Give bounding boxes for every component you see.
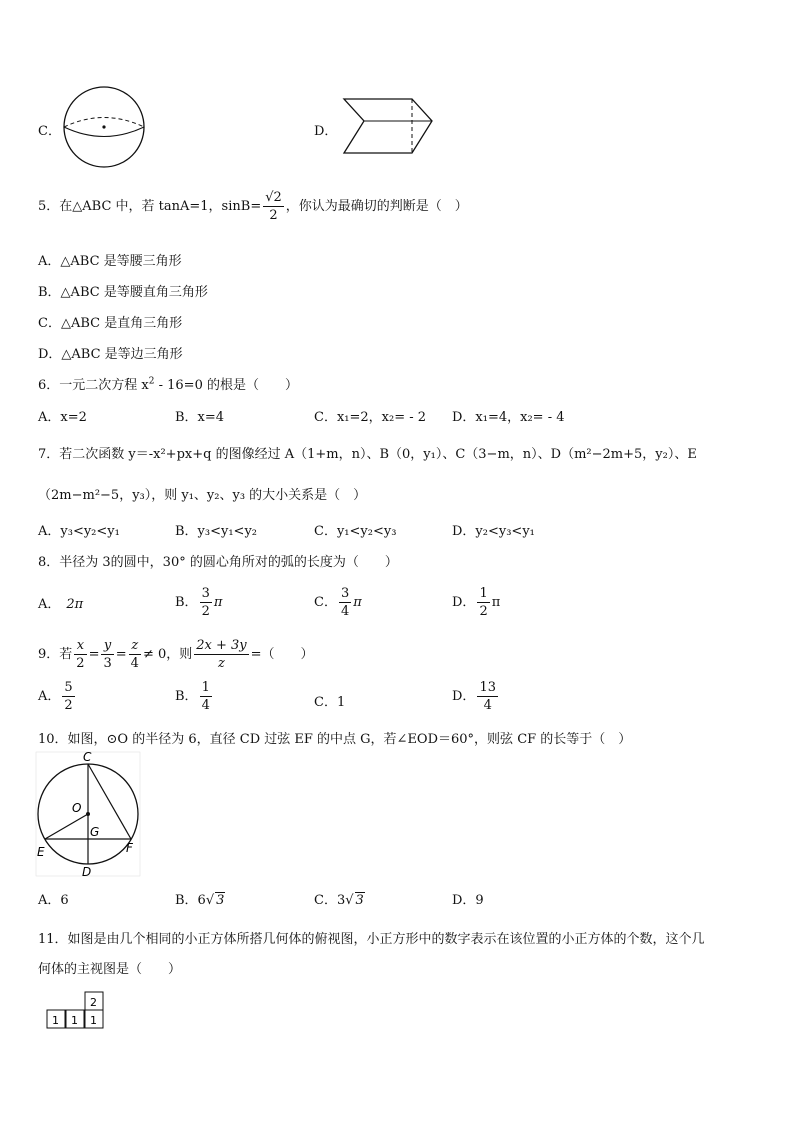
q8-b-fraction <box>200 586 212 619</box>
q6-exponent: 2 <box>148 376 155 387</box>
label-c: C <box>83 750 92 764</box>
sphere-figure <box>60 86 150 170</box>
q9-option-a <box>38 680 77 713</box>
q9-prefix: 9．若 <box>38 647 73 662</box>
q8-c-fraction <box>339 586 351 619</box>
label-d: D <box>82 865 92 878</box>
q8-option-b <box>175 586 222 619</box>
top-view-grid <box>44 990 108 1032</box>
q9-fraction-z <box>129 638 141 671</box>
grid-bottom-value-3: 1 <box>90 1014 97 1027</box>
q10-option-b <box>175 889 225 908</box>
q9-suffix: =（ ） <box>250 647 314 662</box>
q9-f3-num: z <box>129 638 141 655</box>
q8-c-den: 4 <box>340 604 350 619</box>
q9-b-num: 1 <box>201 680 210 695</box>
question-5-stem <box>38 190 468 223</box>
question-7-line-2: （2m−m²−5，y₃），则 y₁、y₂、y₃ 的大小关系是（ ） <box>38 488 367 503</box>
q5-option-d: D．△ABC 是等边三角形 <box>38 347 183 362</box>
q10-option-a: A．6 <box>38 893 69 908</box>
grid-bottom-value-2: 1 <box>71 1014 78 1027</box>
question-11-line-1: 11．如图是由几个相同的小正方体所搭几何体的俯视图，小正方形中的数字表示在该位置的小正方体的个数，这个几 <box>38 932 705 947</box>
question-11-line-2: 何体的主视图是（ ） <box>38 962 182 977</box>
q9-f2-den: 3 <box>103 656 112 671</box>
q5-prefix: 5．在△ABC 中，若 tanA=1，sinB= <box>38 199 262 214</box>
q8-c-num: 3 <box>340 586 350 601</box>
q7-option-a: A．y₃<y₂<y₁ <box>38 524 120 539</box>
q5-frac-num: √2 <box>265 190 282 205</box>
q8-c-label: C． <box>314 595 337 610</box>
q9-eq-1: = <box>88 647 100 662</box>
question-8-stem: 8．半径为 3的圆中，30° 的圆心角所对的弧的长度为（ ） <box>38 555 398 570</box>
q9-d-fraction <box>477 680 498 713</box>
q8-b-pi: π <box>213 595 223 610</box>
q6-option-c: C．x₁=2，x₂= - 2 <box>314 410 427 425</box>
q5-frac-den: 2 <box>269 208 278 223</box>
q9-d-num: 13 <box>479 680 496 695</box>
q8-d-den: 2 <box>479 604 488 619</box>
q9-fraction-y <box>101 638 113 671</box>
q8-d-pi: π <box>491 595 501 610</box>
q10-b-radicand: 3 <box>216 893 225 908</box>
q8-b-num: 3 <box>201 586 210 601</box>
q9-f1-num: x <box>74 638 86 655</box>
grid-top-value: 2 <box>90 996 97 1009</box>
q9-option-c: C．1 <box>314 695 346 710</box>
q9-option-d <box>452 680 500 713</box>
question-6-stem <box>38 374 298 393</box>
q9-a-fraction <box>62 680 74 713</box>
q9-d-den: 4 <box>483 698 492 713</box>
q5-suffix: ，你认为最确切的判断是（ ） <box>285 199 468 214</box>
q4-option-c-label: C． <box>38 124 61 139</box>
q9-f2-num: y <box>101 638 113 655</box>
q8-option-c <box>314 586 362 619</box>
q9-option-b <box>175 680 214 713</box>
q8-b-den: 2 <box>201 604 210 619</box>
circle-geometry-figure <box>34 748 142 878</box>
q10-c-radicand: 3 <box>355 893 364 908</box>
q8-d-label: D． <box>452 595 476 610</box>
q5-option-b: B．△ABC 是等腰直角三角形 <box>38 285 208 300</box>
q9-f4-num: 2x + 3y <box>196 638 247 653</box>
q6-option-d: D．x₁=4，x₂= - 4 <box>452 410 565 425</box>
q8-a-value: 2π <box>66 597 84 612</box>
q9-b-label: B． <box>175 689 198 704</box>
q10-b-label: B．6 <box>175 893 206 908</box>
q9-f1-den: 2 <box>76 656 85 671</box>
q10-option-d: D．9 <box>452 893 484 908</box>
q10-c-root: √ <box>345 893 354 908</box>
q9-neq: ≠ 0，则 <box>142 647 193 662</box>
q9-a-den: 2 <box>64 698 73 713</box>
q7-option-c: C．y₁<y₂<y₃ <box>314 524 397 539</box>
prism-figure <box>340 96 436 158</box>
q9-a-label: A． <box>38 689 61 704</box>
question-7-line-1: 7．若二次函数 y＝-x²+px+q 的图像经过 A（1+m，n）、B（0，y₁）、C（3−m，n）、D（m²−2m+5，y₂）、E <box>38 447 697 462</box>
q6-stem-b: - 16=0 的根是（ ） <box>154 378 298 393</box>
q9-b-fraction <box>200 680 212 713</box>
q8-option-d <box>452 586 500 619</box>
q9-a-num: 5 <box>64 680 73 695</box>
q8-c-pi: π <box>353 595 362 610</box>
q6-option-a: A．x=2 <box>38 410 87 425</box>
q8-b-label: B． <box>175 595 198 610</box>
q7-option-b: B．y₃<y₁<y₂ <box>175 524 258 539</box>
q7-option-d: D．y₂<y₃<y₁ <box>452 524 535 539</box>
q5-option-a: A．△ABC 是等腰三角形 <box>38 254 182 269</box>
q4-option-d-label: D． <box>314 124 338 139</box>
q9-b-den: 4 <box>201 698 210 713</box>
q9-f3-den: 4 <box>130 656 139 671</box>
q9-eq-2: = <box>115 647 127 662</box>
q10-b-root: √ <box>205 893 215 908</box>
label-f: F <box>126 841 133 855</box>
q8-d-num: 1 <box>479 586 488 601</box>
label-g: G <box>90 825 100 839</box>
q5-fraction <box>263 190 284 223</box>
q9-fraction-expr <box>194 638 248 671</box>
q8-a-label: A． <box>38 597 61 612</box>
q10-c-label: C．3 <box>314 893 346 908</box>
q8-option-a <box>38 586 83 624</box>
q9-d-label: D． <box>452 689 476 704</box>
q5-option-c: C．△ABC 是直角三角形 <box>38 316 183 331</box>
q9-f4-den: z <box>217 656 225 671</box>
grid-bottom-value-1: 1 <box>52 1014 59 1027</box>
q10-option-c <box>314 889 365 908</box>
q6-option-b: B．x=4 <box>175 410 225 425</box>
label-e: E <box>37 845 45 859</box>
label-o: O <box>72 801 82 815</box>
question-10-stem: 10．如图，⊙O 的半径为 6，直径 CD 过弦 EF 的中点 G，若∠EOD＝60°，则弦 CF 的长等于（ ） <box>38 732 632 747</box>
q6-stem-a: 6．一元二次方程 x <box>38 378 149 393</box>
question-9-stem <box>38 638 314 671</box>
q9-fraction-x <box>74 638 86 671</box>
q8-d-fraction <box>477 586 489 619</box>
